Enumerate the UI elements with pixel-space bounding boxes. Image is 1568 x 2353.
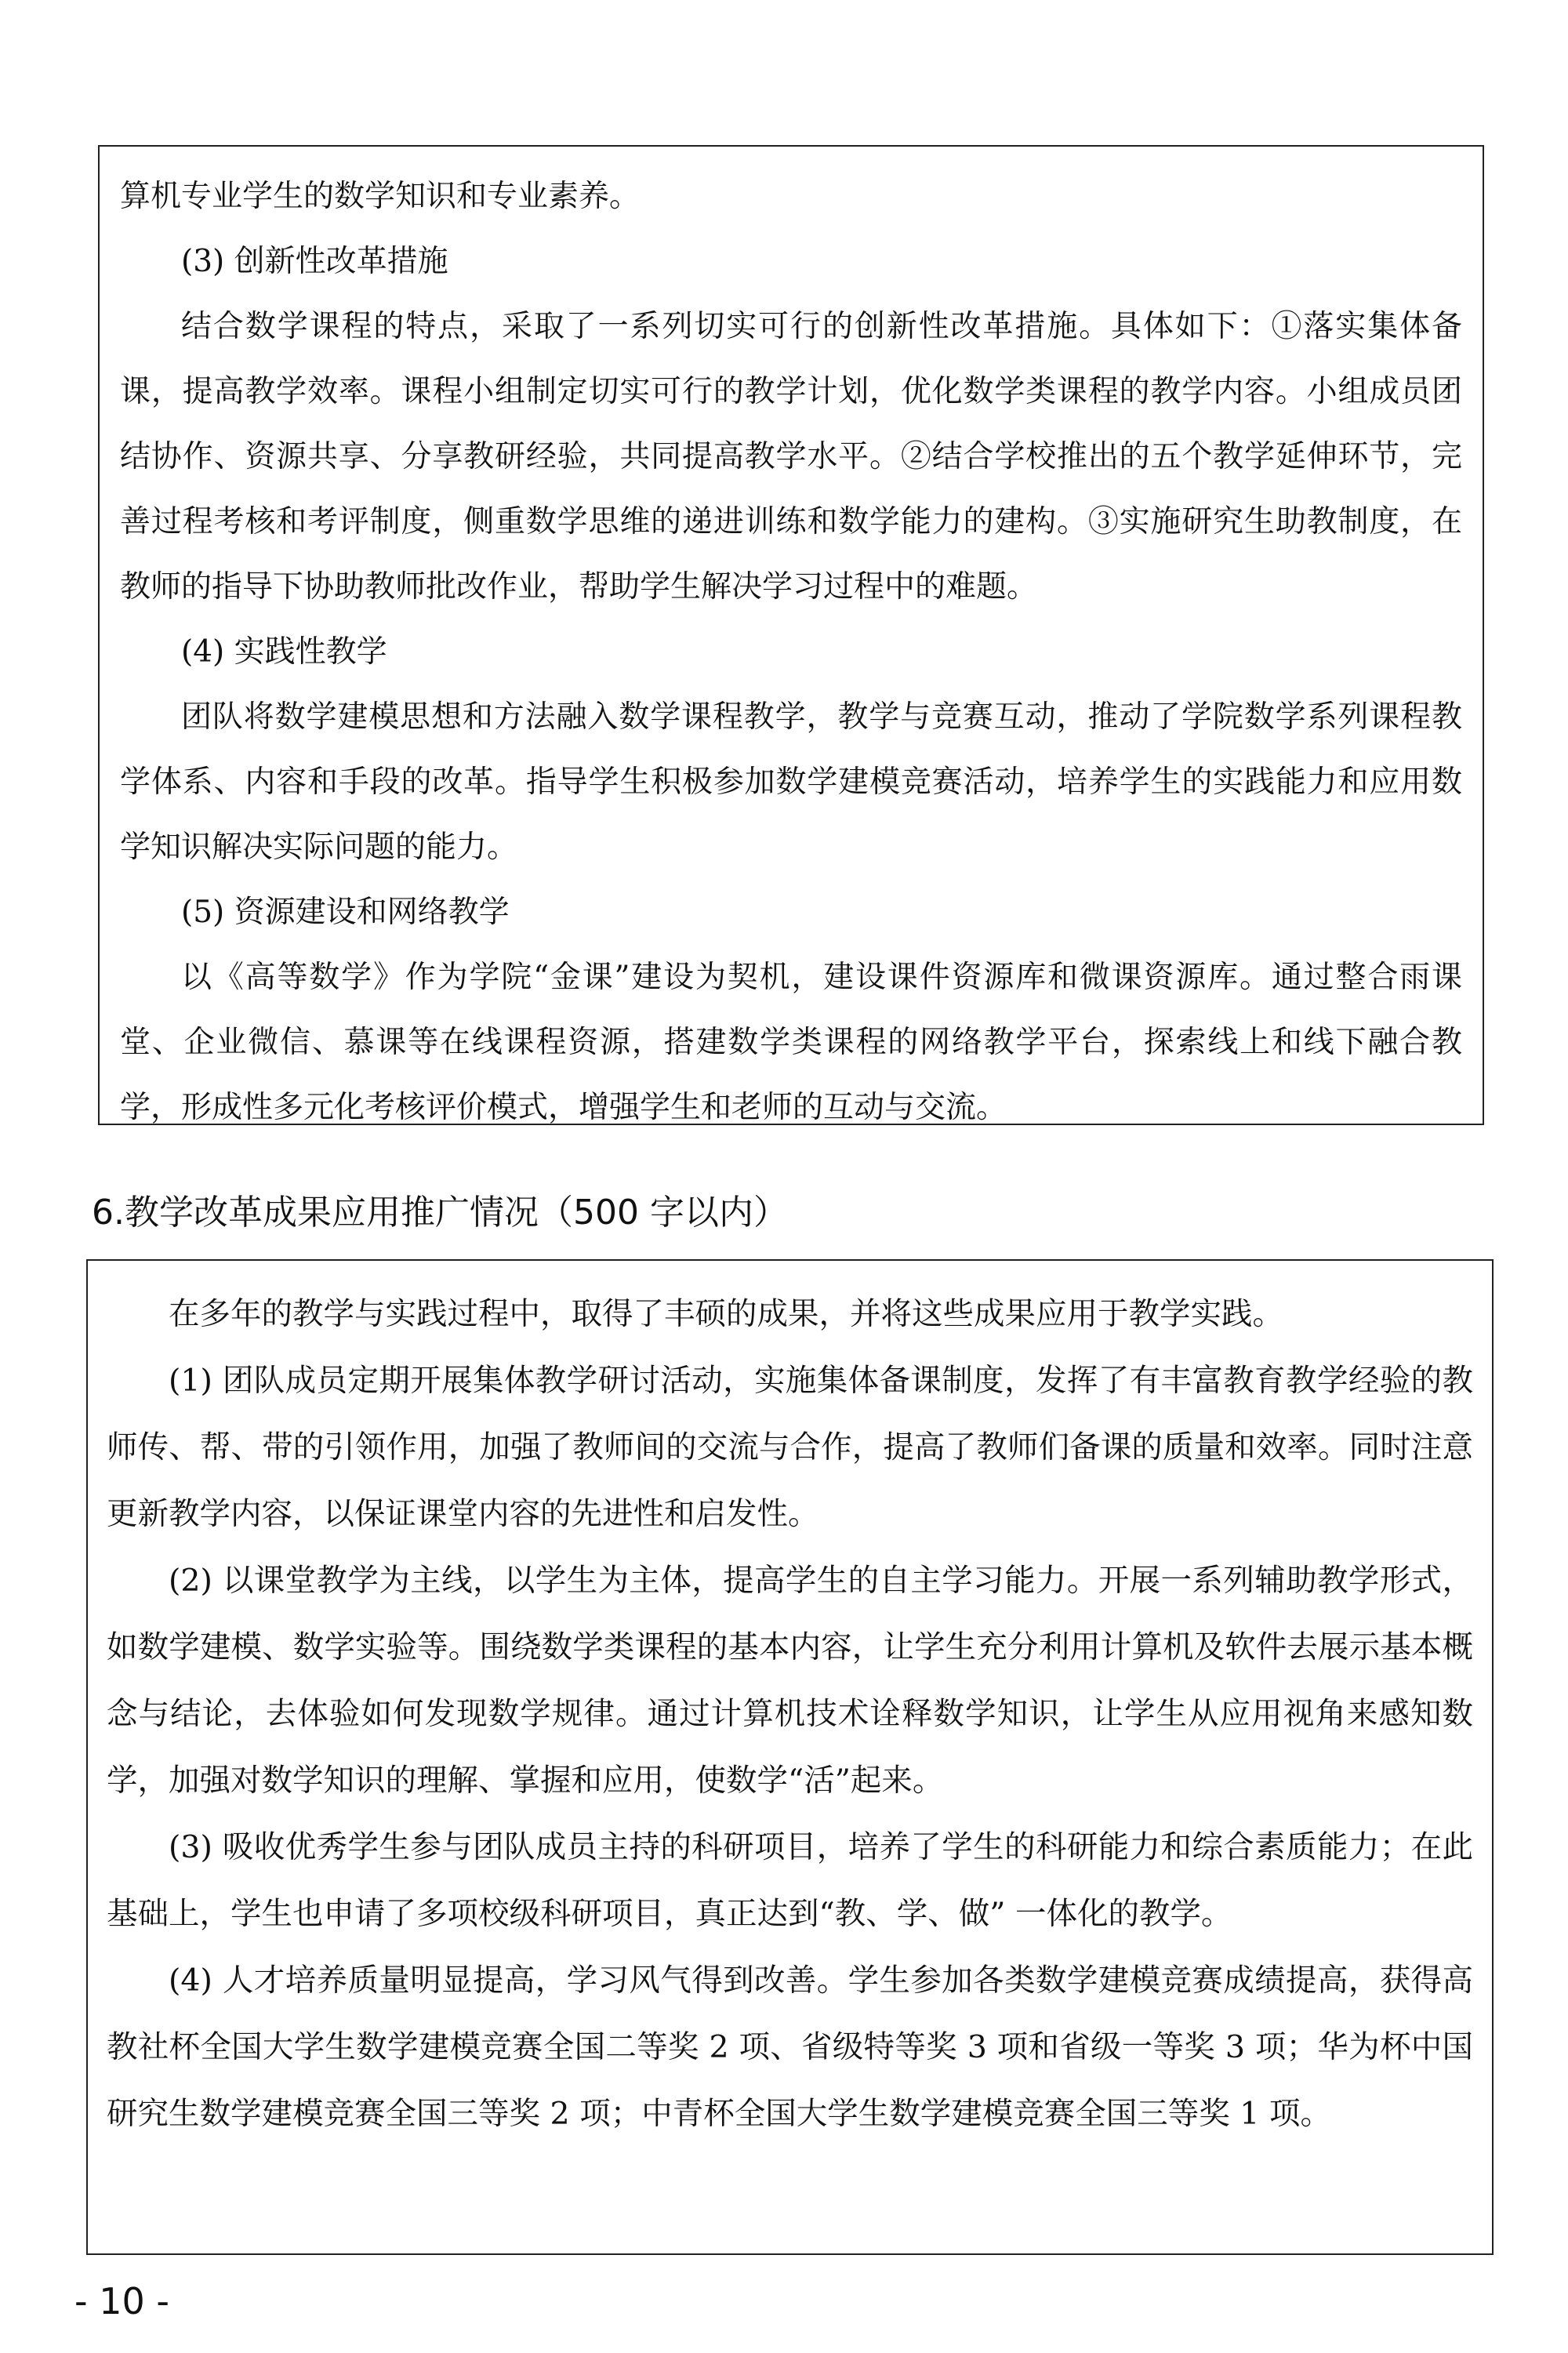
- content-box-section-5: [98, 145, 1484, 1125]
- paragraph-innovative-reform: 结合数学课程的特点，采取了一系列切实可行的创新性改革措施。具体如下：①落实集体备课，提高教学效率。课程小组制定切实可行的教学计划，优化数学类课程的教学内容。小组成员团结协作、资源共享、分享教研经验，共同提高教学水平。②结合学校推出的五个教学延伸环节，完善过程考核和考评制度，侧重数学思维的递进训练和数学能力的建构。③实施研究生助教制度，在教师的指导下协助教师批改作业，帮助学生解决学习过程中的难题。: [120, 309, 1462, 605]
- section-6-heading: 6.教学改革成果应用推广情况（500 字以内）: [92, 1193, 788, 1233]
- subheading-innovative-reform: (3) 创新性改革措施: [181, 244, 448, 279]
- paragraph-item-2: (2) 以课堂教学为主线，以学生为主体，提高学生的自主学习能力。开展一系列辅助教学形式，如数学建模、数学实验等。围绕数学类课程的基本内容，让学生充分利用计算机及软件去展示基本概念与结论，去体验如何发现数学规律。通过计算机技术诠释数学知识，让学生从应用视角来感知数学，加强对数学知识的理解、掌握和应用，使数学“活”起来。: [107, 1563, 1473, 1799]
- paragraph-item-3: (3) 吸收优秀学生参与团队成员主持的科研项目，培养了学生的科研能力和综合素质能力；在此基础上，学生也申请了多项校级科研项目，真正达到“教、学、做” 一体化的教学。: [107, 1829, 1473, 1932]
- page-number: - 10 -: [74, 2280, 169, 2322]
- paragraph-item-1: (1) 团队成员定期开展集体教学研讨活动，实施集体备课制度，发挥了有丰富教育教学经验的教师传、帮、带的引领作用，加强了教师间的交流与合作，提高了教师们备课的质量和效率。同时注意更新教学内容，以保证课堂内容的先进性和启发性。: [107, 1363, 1473, 1532]
- paragraph-item-4: (4) 人才培养质量明显提高，学习风气得到改善。学生参加各类数学建模竞赛成绩提高，获得高教社杯全国大学生数学建模竞赛全国二等奖 2 项、省级特等奖 3 项和省级一等奖 3 项；华为杯中国研究生数学建模竞赛全国三等奖 2 项；中青杯全国大学生数学建模竞赛全国三等奖 1 项。: [107, 1963, 1473, 2132]
- content-box-section-6: [86, 1259, 1494, 2255]
- paragraph-practical-teaching: 团队将数学建模思想和方法融入数学课程教学，教学与竞赛互动，推动了学院数学系列课程教学体系、内容和手段的改革。指导学生积极参加数学建模竞赛活动，培养学生的实践能力和应用数学知识解决实际问题的能力。: [120, 699, 1462, 865]
- subheading-practical-teaching: (4) 实践性教学: [181, 634, 387, 670]
- paragraph-continuation: 算机专业学生的数学知识和专业素养。: [120, 179, 641, 214]
- paragraph-resource-building: 以《高等数学》作为学院“金课”建设为契机，建设课件资源库和微课资源库。通过整合雨课堂、企业微信、慕课等在线课程资源，搭建数学类课程的网络教学平台，探索线上和线下融合教学，形成性多元化考核评价模式，增强学生和老师的互动与交流。: [120, 960, 1462, 1125]
- subheading-resource-building: (5) 资源建设和网络教学: [181, 895, 510, 930]
- paragraph-intro: 在多年的教学与实践过程中，取得了丰硕的成果，并将这些成果应用于教学实践。: [169, 1296, 1283, 1332]
